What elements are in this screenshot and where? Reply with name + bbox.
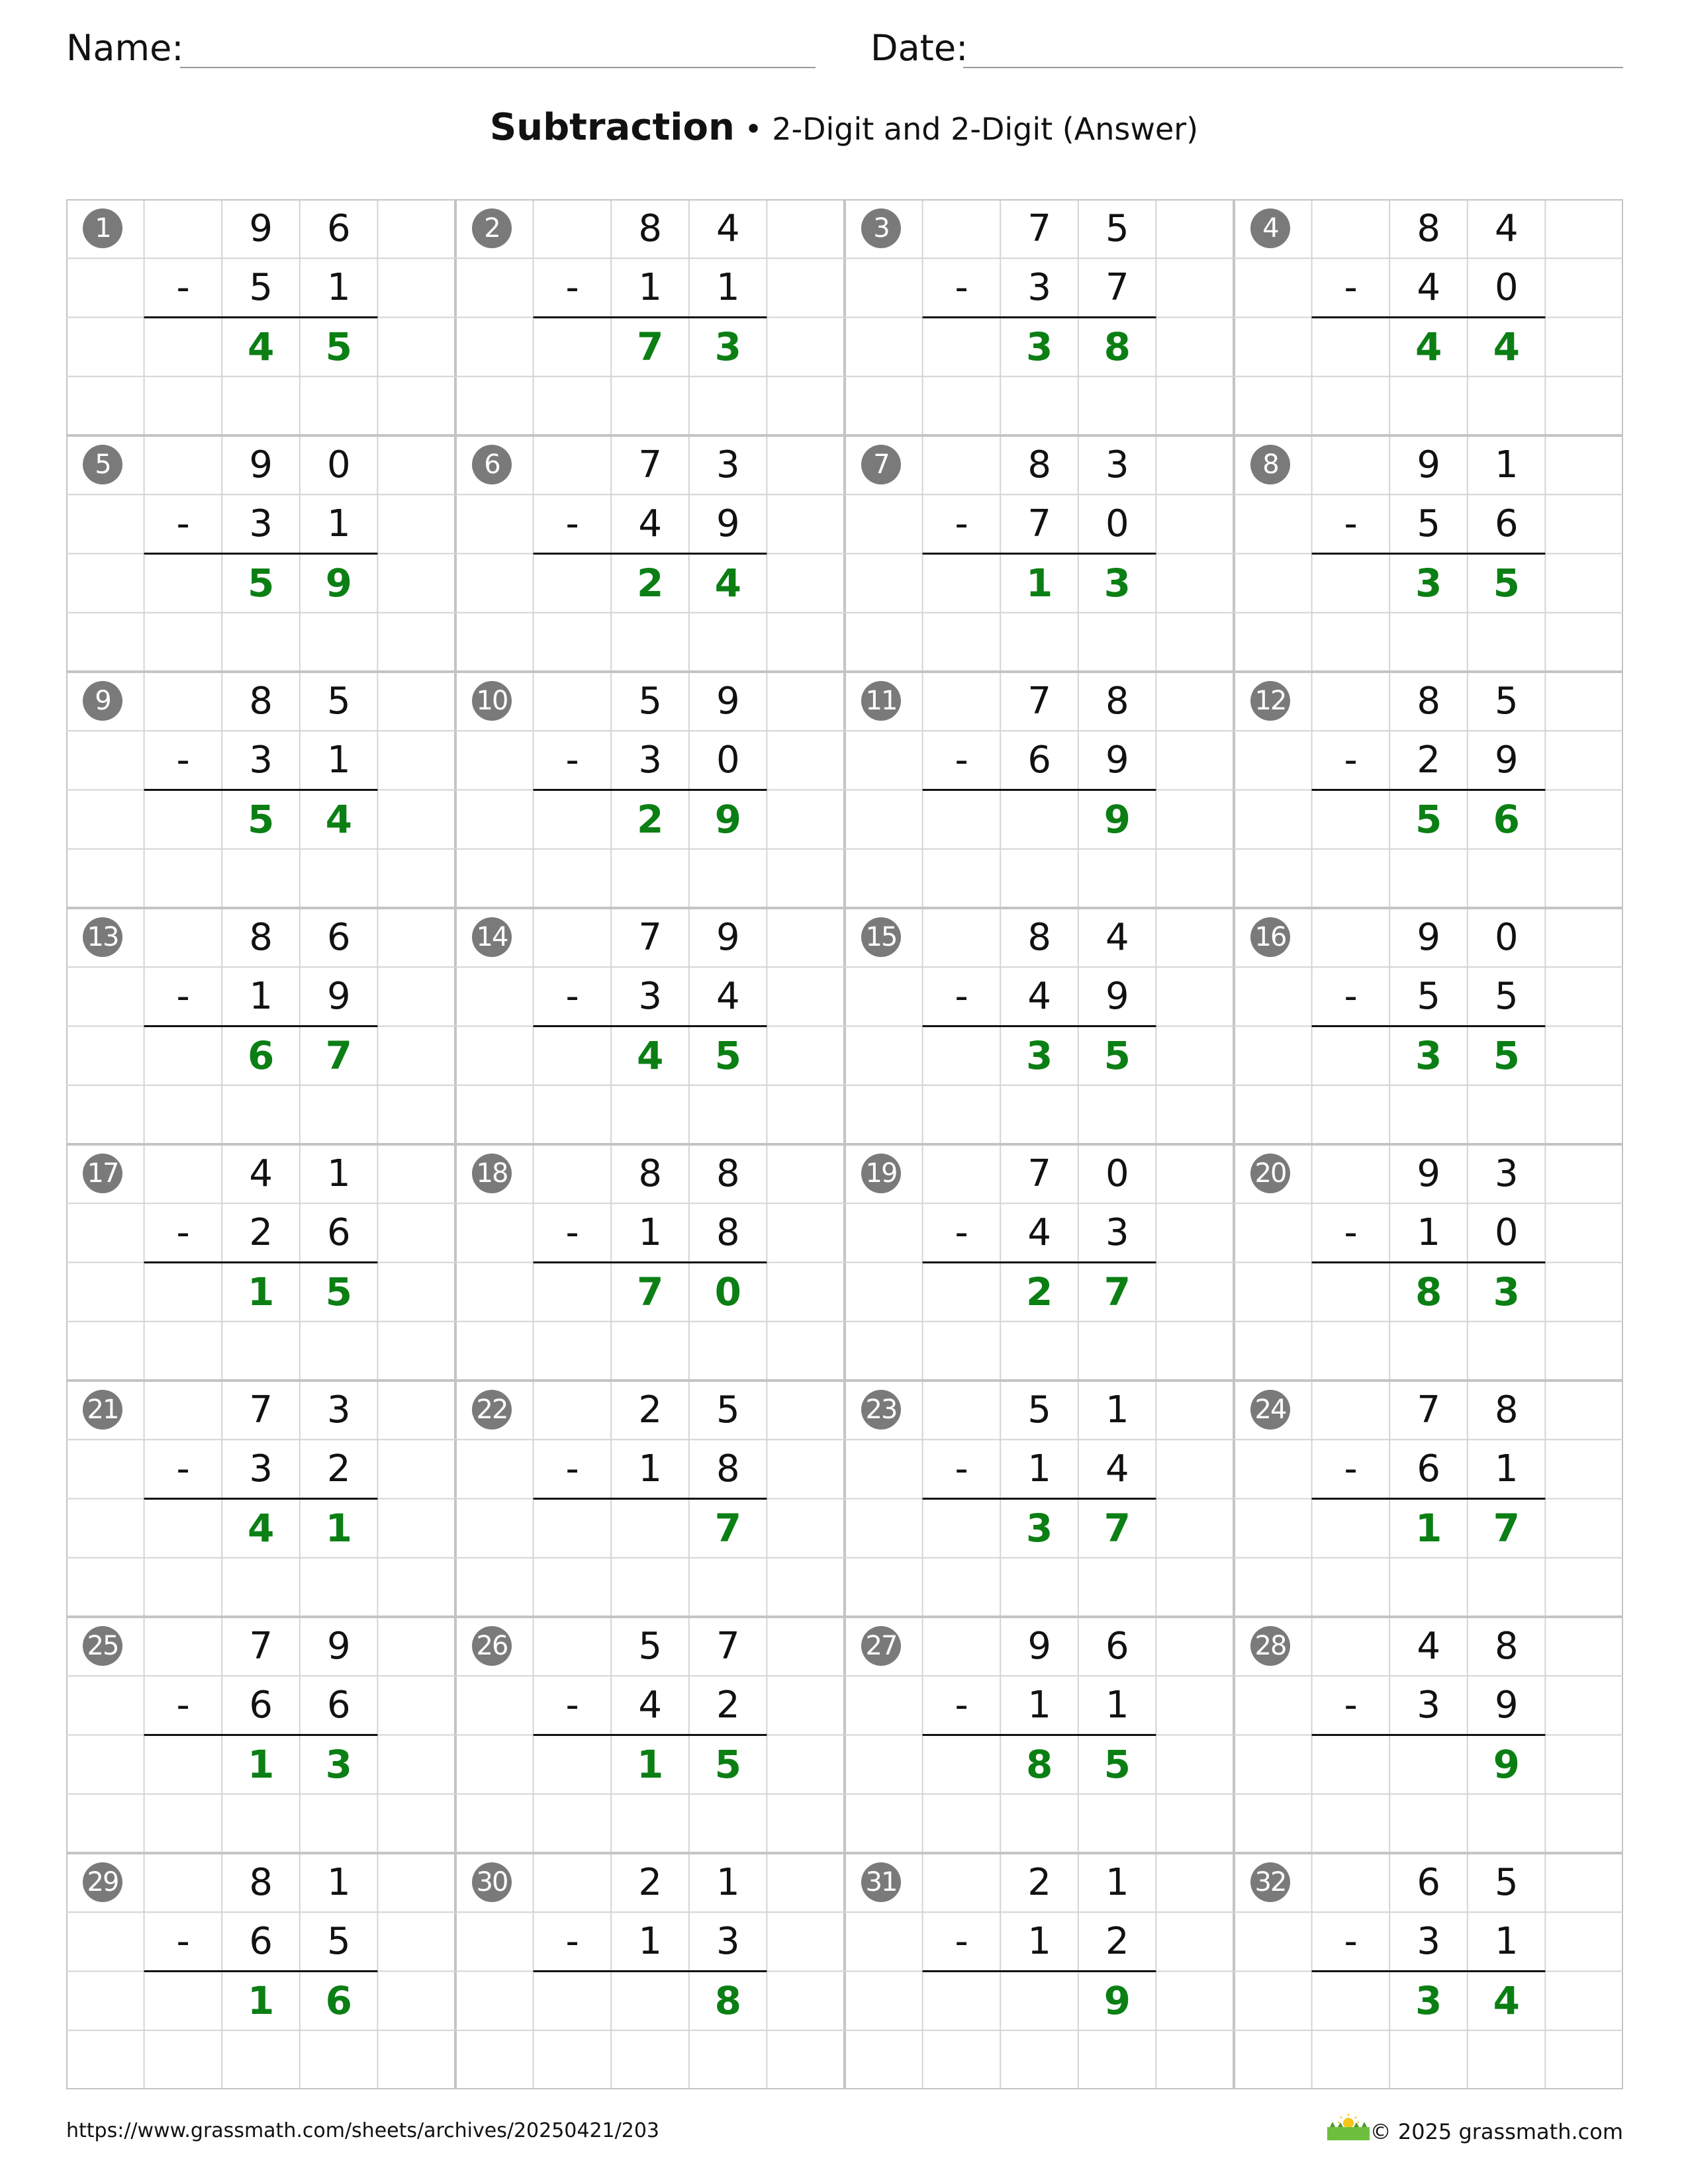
answer-tens-digit xyxy=(1000,1972,1078,2030)
problem-number-badge: 29 xyxy=(83,1862,122,1902)
problem-number-badge: 16 xyxy=(1250,917,1290,957)
problem-number-badge: 8 xyxy=(1250,445,1290,484)
minuend-ones-digit: 6 xyxy=(1105,1625,1129,1668)
minus-sign: - xyxy=(955,739,968,782)
minuend-tens-digit: 8 xyxy=(638,207,662,250)
minus-sign: - xyxy=(1344,975,1358,1019)
subtrahend-ones-digit: 1 xyxy=(326,266,351,310)
minuend-ones-digit: 1 xyxy=(1105,1861,1129,1904)
subtrahend-ones-digit: 7 xyxy=(1105,266,1129,310)
answer-tens-digit xyxy=(611,1972,689,2030)
subtrahend-ones-digit: 1 xyxy=(326,502,351,546)
minuend-ones-digit: 7 xyxy=(716,1625,740,1668)
problem-number-badge: 2 xyxy=(472,208,512,248)
problem-number-badge: 31 xyxy=(861,1862,901,1902)
minuend-ones-digit: 4 xyxy=(1105,916,1129,959)
answer-tens-digit: 7 xyxy=(637,1269,664,1314)
answer-tens-digit: 1 xyxy=(248,1742,275,1787)
answer-ones-digit: 8 xyxy=(1103,324,1131,369)
minuend-ones-digit: 8 xyxy=(1494,1625,1519,1668)
answer-ones-digit: 5 xyxy=(325,324,352,369)
answer-tens-digit: 2 xyxy=(637,561,664,606)
subtrahend-ones-digit: 9 xyxy=(1105,739,1129,782)
minuend-tens-digit: 4 xyxy=(249,1152,273,1195)
subtrahend-tens-digit: 3 xyxy=(1417,1920,1440,1964)
minuend-ones-digit: 4 xyxy=(716,207,740,250)
answer-ones-digit: 5 xyxy=(1493,561,1520,606)
answer-ones-digit: 7 xyxy=(325,1033,352,1078)
subtrahend-tens-digit: 3 xyxy=(638,739,662,782)
minuend-ones-digit: 6 xyxy=(326,916,351,959)
problem-number-badge: 22 xyxy=(472,1390,512,1430)
minuend-ones-digit: 5 xyxy=(326,680,351,723)
answer-ones-digit: 4 xyxy=(1493,1978,1520,2023)
minus-sign: - xyxy=(1344,1684,1358,1727)
answer-tens-digit: 8 xyxy=(1026,1742,1053,1787)
minuend-ones-digit: 8 xyxy=(1494,1388,1519,1432)
minuend-tens-digit: 7 xyxy=(1417,1388,1440,1432)
minuend-ones-digit: 8 xyxy=(1105,680,1129,723)
minuend-tens-digit: 8 xyxy=(249,680,273,723)
answer-ones-digit: 4 xyxy=(714,561,741,606)
footer-copyright: © 2025 grassmath.com xyxy=(1370,2119,1623,2144)
minuend-ones-digit: 5 xyxy=(1494,1861,1519,1904)
problem-number-badge: 5 xyxy=(83,445,122,484)
minuend-tens-digit: 9 xyxy=(1417,1152,1440,1195)
minus-sign: - xyxy=(176,1447,190,1491)
answer-tens-digit: 3 xyxy=(1415,1033,1442,1078)
page-title xyxy=(0,106,1688,149)
subtrahend-tens-digit: 5 xyxy=(1417,502,1440,546)
subtrahend-tens-digit: 6 xyxy=(249,1920,273,1964)
answer-ones-digit: 3 xyxy=(1103,561,1131,606)
subtrahend-tens-digit: 3 xyxy=(638,975,662,1019)
subtrahend-tens-digit: 1 xyxy=(638,1447,662,1491)
minus-sign: - xyxy=(1344,1211,1358,1255)
minuend-tens-digit: 8 xyxy=(1417,680,1440,723)
answer-tens-digit: 4 xyxy=(248,324,275,369)
problem-number-badge: 23 xyxy=(861,1390,901,1430)
subtrahend-tens-digit: 3 xyxy=(249,739,273,782)
answer-tens-digit: 3 xyxy=(1026,324,1053,369)
answer-ones-digit: 3 xyxy=(1493,1269,1520,1314)
minuend-ones-digit: 3 xyxy=(1105,443,1129,486)
minus-sign: - xyxy=(1344,739,1358,782)
subtrahend-tens-digit: 5 xyxy=(1417,975,1440,1019)
answer-ones-digit: 8 xyxy=(714,1978,741,2023)
answer-tens-digit xyxy=(1389,1735,1468,1794)
subtrahend-tens-digit: 1 xyxy=(1027,1920,1051,1964)
answer-ones-digit: 9 xyxy=(1103,1978,1131,2023)
subtrahend-ones-digit: 6 xyxy=(1494,502,1519,546)
minus-sign: - xyxy=(955,1211,968,1255)
answer-tens-digit: 3 xyxy=(1026,1033,1053,1078)
problem-number-badge: 10 xyxy=(472,681,512,721)
answer-ones-digit: 5 xyxy=(1493,1033,1520,1078)
minuend-tens-digit: 4 xyxy=(1417,1625,1440,1668)
minuend-tens-digit: 7 xyxy=(1027,680,1051,723)
minuend-ones-digit: 9 xyxy=(716,916,740,959)
answer-tens-digit: 8 xyxy=(1415,1269,1442,1314)
subtrahend-tens-digit: 1 xyxy=(1027,1684,1051,1727)
minus-sign: - xyxy=(955,266,968,310)
answer-tens-digit: 4 xyxy=(637,1033,664,1078)
minuend-ones-digit: 5 xyxy=(1105,207,1129,250)
answer-tens-digit: 1 xyxy=(248,1978,275,2023)
minuend-ones-digit: 6 xyxy=(326,207,351,250)
answer-tens-digit: 5 xyxy=(248,561,275,606)
minus-sign: - xyxy=(955,502,968,546)
answer-tens-digit: 4 xyxy=(1415,324,1442,369)
subtrahend-tens-digit: 1 xyxy=(1027,1447,1051,1491)
minus-sign: - xyxy=(176,502,190,546)
subtrahend-ones-digit: 9 xyxy=(326,975,351,1019)
subtrahend-ones-digit: 3 xyxy=(1105,1211,1129,1255)
problem-number-badge: 17 xyxy=(83,1154,122,1193)
answer-tens-digit: 3 xyxy=(1415,1978,1442,2023)
minuend-ones-digit: 4 xyxy=(1494,207,1519,250)
minuend-ones-digit: 9 xyxy=(716,680,740,723)
subtrahend-tens-digit: 4 xyxy=(1027,975,1051,1019)
problem-number-badge: 1 xyxy=(83,208,122,248)
problem-number-badge: 3 xyxy=(861,208,901,248)
subtrahend-tens-digit: 7 xyxy=(1027,502,1051,546)
subtrahend-tens-digit: 1 xyxy=(249,975,273,1019)
answer-tens-digit: 3 xyxy=(1415,561,1442,606)
problem-number-badge: 32 xyxy=(1250,1862,1290,1902)
subtrahend-tens-digit: 4 xyxy=(638,502,662,546)
problem-number-badge: 4 xyxy=(1250,208,1290,248)
subtrahend-ones-digit: 2 xyxy=(326,1447,351,1491)
answer-tens-digit: 7 xyxy=(637,324,664,369)
minuend-tens-digit: 9 xyxy=(1417,443,1440,486)
subtrahend-ones-digit: 0 xyxy=(1494,1211,1519,1255)
answer-ones-digit: 7 xyxy=(1103,1506,1131,1551)
problem-number-badge: 20 xyxy=(1250,1154,1290,1193)
minuend-tens-digit: 9 xyxy=(249,443,273,486)
minuend-ones-digit: 3 xyxy=(326,1388,351,1432)
answer-tens-digit: 2 xyxy=(1026,1269,1053,1314)
footer-url: https://www.grassmath.com/sheets/archives/20250421/203 xyxy=(66,2119,660,2142)
answer-ones-digit: 3 xyxy=(714,324,741,369)
minus-sign: - xyxy=(176,975,190,1019)
problem-number-badge: 30 xyxy=(472,1862,512,1902)
minus-sign: - xyxy=(1344,1920,1358,1964)
answer-ones-digit: 1 xyxy=(325,1506,352,1551)
answer-ones-digit: 7 xyxy=(1103,1269,1131,1314)
problem-number-badge: 25 xyxy=(83,1626,122,1666)
answer-tens-digit: 1 xyxy=(1026,561,1053,606)
minus-sign: - xyxy=(955,975,968,1019)
minuend-tens-digit: 7 xyxy=(249,1388,273,1432)
answer-ones-digit: 4 xyxy=(325,797,352,842)
subtrahend-tens-digit: 2 xyxy=(249,1211,273,1255)
subtrahend-ones-digit: 0 xyxy=(1494,266,1519,310)
subtrahend-tens-digit: 4 xyxy=(638,1684,662,1727)
name-label: Name: xyxy=(66,27,184,69)
problem-grid xyxy=(66,199,1623,2089)
answer-ones-digit: 5 xyxy=(1103,1033,1131,1078)
minuend-tens-digit: 9 xyxy=(249,207,273,250)
answer-ones-digit: 0 xyxy=(714,1269,741,1314)
minuend-ones-digit: 8 xyxy=(716,1152,740,1195)
subtrahend-tens-digit: 2 xyxy=(1417,739,1440,782)
minus-sign: - xyxy=(176,266,190,310)
minuend-tens-digit: 8 xyxy=(638,1152,662,1195)
minus-sign: - xyxy=(565,739,579,782)
minuend-tens-digit: 7 xyxy=(638,916,662,959)
problem-number-badge: 28 xyxy=(1250,1626,1290,1666)
answer-tens-digit: 5 xyxy=(248,797,275,842)
answer-ones-digit: 7 xyxy=(714,1506,741,1551)
minus-sign: - xyxy=(565,1447,579,1491)
answer-tens-digit xyxy=(611,1499,689,1558)
subtrahend-ones-digit: 2 xyxy=(716,1684,740,1727)
answer-ones-digit: 5 xyxy=(325,1269,352,1314)
subtrahend-ones-digit: 9 xyxy=(1105,975,1129,1019)
minuend-tens-digit: 6 xyxy=(1417,1861,1440,1904)
subtrahend-tens-digit: 4 xyxy=(1417,266,1440,310)
subtrahend-ones-digit: 3 xyxy=(716,1920,740,1964)
problem-number-badge: 14 xyxy=(472,917,512,957)
subtrahend-ones-digit: 8 xyxy=(716,1447,740,1491)
answer-tens-digit: 6 xyxy=(248,1033,275,1078)
minus-sign: - xyxy=(176,1920,190,1964)
minus-sign: - xyxy=(565,1920,579,1964)
subtrahend-ones-digit: 1 xyxy=(1105,1684,1129,1727)
subtrahend-ones-digit: 1 xyxy=(716,266,740,310)
minuend-tens-digit: 7 xyxy=(638,443,662,486)
problem-number-badge: 24 xyxy=(1250,1390,1290,1430)
problem-number-badge: 26 xyxy=(472,1626,512,1666)
problem-number-badge: 27 xyxy=(861,1626,901,1666)
minus-sign: - xyxy=(565,1211,579,1255)
subtrahend-ones-digit: 1 xyxy=(1494,1920,1519,1964)
subtrahend-ones-digit: 0 xyxy=(1105,502,1129,546)
problem-number-badge: 13 xyxy=(83,917,122,957)
subtrahend-ones-digit: 9 xyxy=(1494,739,1519,782)
problem-number-badge: 18 xyxy=(472,1154,512,1193)
minuend-tens-digit: 9 xyxy=(1027,1625,1051,1668)
subtrahend-tens-digit: 6 xyxy=(249,1684,273,1727)
answer-ones-digit: 9 xyxy=(325,561,352,606)
minus-sign: - xyxy=(176,1211,190,1255)
subtrahend-tens-digit: 6 xyxy=(1417,1447,1440,1491)
title-main: Subtraction xyxy=(489,106,735,149)
minuend-tens-digit: 2 xyxy=(638,1861,662,1904)
minuend-ones-digit: 0 xyxy=(1494,916,1519,959)
subtrahend-tens-digit: 1 xyxy=(638,266,662,310)
minus-sign: - xyxy=(955,1447,968,1491)
answer-tens-digit: 5 xyxy=(1415,797,1442,842)
minuend-ones-digit: 0 xyxy=(326,443,351,486)
minuend-tens-digit: 7 xyxy=(249,1625,273,1668)
subtrahend-tens-digit: 5 xyxy=(249,266,273,310)
answer-ones-digit: 6 xyxy=(325,1978,352,2023)
answer-tens-digit: 1 xyxy=(637,1742,664,1787)
answer-tens-digit: 1 xyxy=(1415,1506,1442,1551)
problem-number-badge: 11 xyxy=(861,681,901,721)
subtrahend-tens-digit: 1 xyxy=(1417,1211,1440,1255)
minuend-ones-digit: 3 xyxy=(716,443,740,486)
answer-ones-digit: 5 xyxy=(714,1742,741,1787)
minuend-tens-digit: 8 xyxy=(249,916,273,959)
minuend-tens-digit: 7 xyxy=(1027,207,1051,250)
minuend-ones-digit: 5 xyxy=(1494,680,1519,723)
minus-sign: - xyxy=(565,1684,579,1727)
subtrahend-ones-digit: 2 xyxy=(1105,1920,1129,1964)
problem-number-badge: 21 xyxy=(83,1390,122,1430)
answer-tens-digit: 3 xyxy=(1026,1506,1053,1551)
title-subtitle: • 2-Digit and 2-Digit (Answer) xyxy=(734,111,1199,147)
answer-ones-digit: 5 xyxy=(714,1033,741,1078)
problem-number-badge: 9 xyxy=(83,681,122,721)
subtrahend-ones-digit: 9 xyxy=(716,502,740,546)
minuend-ones-digit: 1 xyxy=(326,1152,351,1195)
answer-tens-digit: 4 xyxy=(248,1506,275,1551)
subtrahend-ones-digit: 4 xyxy=(1105,1447,1129,1491)
minuend-ones-digit: 1 xyxy=(716,1861,740,1904)
answer-ones-digit: 6 xyxy=(1493,797,1520,842)
minus-sign: - xyxy=(1344,266,1358,310)
answer-ones-digit: 7 xyxy=(1493,1506,1520,1551)
minus-sign: - xyxy=(955,1920,968,1964)
subtrahend-tens-digit: 3 xyxy=(1027,266,1051,310)
grass-sun-logo-icon xyxy=(1327,2113,1370,2143)
date-label: Date: xyxy=(870,27,968,69)
problem-number-badge: 15 xyxy=(861,917,901,957)
minuend-ones-digit: 0 xyxy=(1105,1152,1129,1195)
problem-number-badge: 12 xyxy=(1250,681,1290,721)
minuend-tens-digit: 2 xyxy=(638,1388,662,1432)
minuend-tens-digit: 7 xyxy=(1027,1152,1051,1195)
subtrahend-ones-digit: 5 xyxy=(326,1920,351,1964)
minus-sign: - xyxy=(176,739,190,782)
subtrahend-ones-digit: 5 xyxy=(1494,975,1519,1019)
subtrahend-ones-digit: 1 xyxy=(1494,1447,1519,1491)
name-line xyxy=(180,67,816,68)
subtrahend-ones-digit: 4 xyxy=(716,975,740,1019)
problem-number-badge: 7 xyxy=(861,445,901,484)
subtrahend-ones-digit: 8 xyxy=(716,1211,740,1255)
minus-sign: - xyxy=(565,975,579,1019)
minuend-tens-digit: 8 xyxy=(1417,207,1440,250)
subtrahend-tens-digit: 6 xyxy=(1027,739,1051,782)
minuend-tens-digit: 8 xyxy=(1027,443,1051,486)
subtrahend-ones-digit: 6 xyxy=(326,1684,351,1727)
minuend-tens-digit: 5 xyxy=(1027,1388,1051,1432)
minus-sign: - xyxy=(1344,502,1358,546)
answer-tens-digit xyxy=(1000,790,1078,849)
minuend-tens-digit: 8 xyxy=(249,1861,273,1904)
answer-ones-digit: 5 xyxy=(1103,1742,1131,1787)
minus-sign: - xyxy=(176,1684,190,1727)
minus-sign: - xyxy=(565,266,579,310)
minuend-tens-digit: 8 xyxy=(1027,916,1051,959)
subtrahend-ones-digit: 9 xyxy=(1494,1684,1519,1727)
answer-tens-digit: 2 xyxy=(637,797,664,842)
minus-sign: - xyxy=(955,1684,968,1727)
minus-sign: - xyxy=(565,502,579,546)
subtrahend-tens-digit: 3 xyxy=(249,1447,273,1491)
minuend-tens-digit: 5 xyxy=(638,1625,662,1668)
minuend-tens-digit: 5 xyxy=(638,680,662,723)
minuend-ones-digit: 1 xyxy=(1494,443,1519,486)
minuend-ones-digit: 1 xyxy=(1105,1388,1129,1432)
minuend-ones-digit: 5 xyxy=(716,1388,740,1432)
subtrahend-tens-digit: 1 xyxy=(638,1211,662,1255)
problem-number-badge: 6 xyxy=(472,445,512,484)
subtrahend-tens-digit: 3 xyxy=(1417,1684,1440,1727)
answer-ones-digit: 3 xyxy=(325,1742,352,1787)
minuend-tens-digit: 2 xyxy=(1027,1861,1051,1904)
answer-ones-digit: 9 xyxy=(1493,1742,1520,1787)
minuend-tens-digit: 9 xyxy=(1417,916,1440,959)
problem-number-badge: 19 xyxy=(861,1154,901,1193)
answer-tens-digit: 1 xyxy=(248,1269,275,1314)
answer-ones-digit: 4 xyxy=(1493,324,1520,369)
date-line xyxy=(963,67,1623,68)
subtrahend-tens-digit: 3 xyxy=(249,502,273,546)
minuend-ones-digit: 9 xyxy=(326,1625,351,1668)
minuend-ones-digit: 3 xyxy=(1494,1152,1519,1195)
subtrahend-ones-digit: 1 xyxy=(326,739,351,782)
minuend-ones-digit: 1 xyxy=(326,1861,351,1904)
subtrahend-tens-digit: 4 xyxy=(1027,1211,1051,1255)
subtrahend-ones-digit: 6 xyxy=(326,1211,351,1255)
minus-sign: - xyxy=(1344,1447,1358,1491)
subtrahend-ones-digit: 0 xyxy=(716,739,740,782)
subtrahend-tens-digit: 1 xyxy=(638,1920,662,1964)
answer-ones-digit: 9 xyxy=(1103,797,1131,842)
answer-ones-digit: 9 xyxy=(714,797,741,842)
